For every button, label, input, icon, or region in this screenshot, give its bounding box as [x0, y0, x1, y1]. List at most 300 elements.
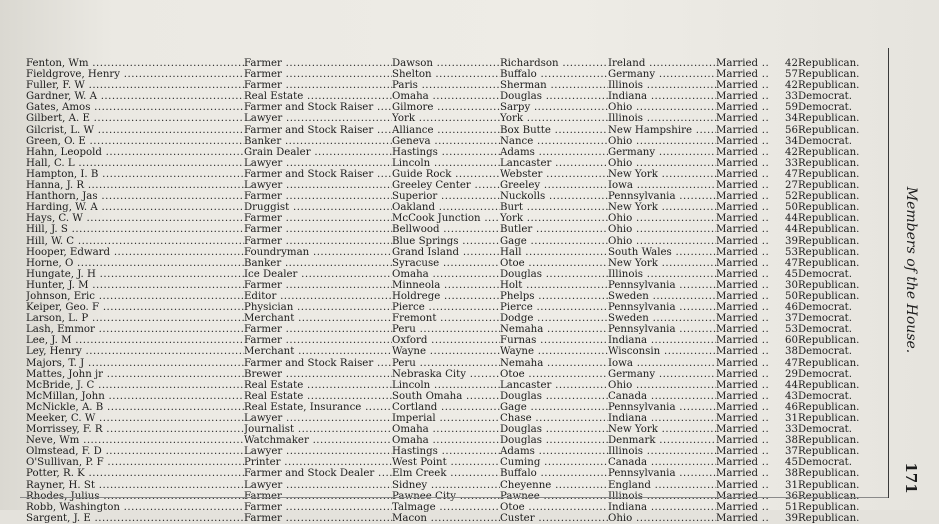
members-table	[26, 58, 888, 524]
table-row	[26, 435, 888, 446]
member-occupation: Farmer .....	[244, 502, 392, 513]
member-status: Married .....	[716, 69, 770, 80]
member-post-office: Lincoln .....	[392, 380, 500, 391]
member-post-office: Macon .....	[392, 513, 500, 524]
member-party: Republican.	[798, 224, 860, 236]
member-party: Democrat.	[798, 135, 852, 147]
member-status: Married .....	[716, 91, 770, 102]
member-post-office: York .....	[392, 113, 500, 124]
member-age: 38	[785, 435, 798, 447]
member-status: Married .....	[716, 302, 770, 313]
member-age: 47	[785, 257, 798, 269]
member-nativity: New York .....	[608, 424, 716, 435]
member-age: 51	[785, 501, 798, 513]
member-occupation: Lawyer .....	[244, 113, 392, 124]
member-county: Greeley .....	[500, 180, 608, 191]
table-row	[26, 369, 888, 380]
member-post-office: Oakland .....	[392, 202, 500, 213]
member-post-office: Holdrege .....	[392, 291, 500, 302]
member-county: Gage .....	[500, 402, 608, 413]
member-occupation: Farmer .....	[244, 324, 392, 335]
member-county: Phelps .....	[500, 291, 608, 302]
member-age: 34	[785, 135, 798, 147]
member-status: Married .....	[716, 391, 770, 402]
table-row	[26, 80, 888, 91]
member-occupation: Farmer .....	[244, 80, 392, 91]
member-status: Married .....	[716, 313, 770, 324]
bottom-rule	[20, 497, 888, 498]
table-row	[26, 313, 888, 324]
table-row	[26, 424, 888, 435]
member-post-office: Lincoln .....	[392, 158, 500, 169]
member-nativity: Pennsylvania .....	[608, 280, 716, 291]
member-status: Married .....	[716, 191, 770, 202]
page-number: 171	[902, 462, 920, 494]
member-occupation: Real Estate .....	[244, 391, 392, 402]
member-county: Lancaster .....	[500, 380, 608, 391]
table-row	[26, 202, 888, 213]
member-status: Married .....	[716, 58, 770, 69]
member-county: York .....	[500, 213, 608, 224]
member-age: 53	[785, 324, 798, 336]
member-name: Gilbert, A. E .....	[26, 113, 244, 124]
member-age: 33	[785, 424, 798, 436]
member-nativity: Sweden .....	[608, 291, 716, 302]
member-occupation: Printer .....	[244, 457, 392, 468]
member-county: Butler .....	[500, 224, 608, 235]
member-status: Married .....	[716, 180, 770, 191]
member-name: Hunter, J. M .....	[26, 280, 244, 291]
member-name: Harding, W. A .....	[26, 202, 244, 213]
member-nativity: Illinois .....	[608, 446, 716, 457]
member-party: Democrat.	[798, 390, 852, 402]
member-post-office: Alliance .....	[392, 125, 500, 136]
member-post-office: Talmage .....	[392, 502, 500, 513]
member-party: Republican.	[798, 479, 860, 491]
member-nativity: Ohio .....	[608, 158, 716, 169]
member-nativity: Pennsylvania .....	[608, 402, 716, 413]
member-nativity: Sweden .....	[608, 313, 716, 324]
member-party: Republican.	[798, 435, 860, 447]
table-row	[26, 346, 888, 357]
member-age: 38	[785, 346, 798, 358]
member-nativity: Ohio .....	[608, 224, 716, 235]
member-occupation: Lawyer .....	[244, 180, 392, 191]
member-name: Johnson, Eric .....	[26, 291, 244, 302]
member-party: Democrat.	[798, 268, 852, 280]
member-status: Married .....	[716, 324, 770, 335]
member-name: Sargent, J. E .....	[26, 513, 244, 524]
member-name: Larson, L. P .....	[26, 313, 244, 324]
member-nativity: Pennsylvania .....	[608, 468, 716, 479]
member-occupation: Merchant .....	[244, 313, 392, 324]
member-county: Custer .....	[500, 513, 608, 524]
member-occupation: Farmer .....	[244, 513, 392, 524]
member-name: O'Sullivan, P. F .....	[26, 457, 244, 468]
member-occupation: Farmer and Stock Raiser .....	[244, 358, 392, 369]
member-post-office: Hastings .....	[392, 147, 500, 158]
member-nativity: Ohio .....	[608, 236, 716, 247]
member-name: Hill, J. S .....	[26, 224, 244, 235]
member-name: McNickle, A. B .....	[26, 402, 244, 413]
member-age: 52	[785, 191, 798, 203]
member-status: Married .....	[716, 236, 770, 247]
member-county: Lancaster .....	[500, 158, 608, 169]
table-row	[26, 358, 888, 369]
member-occupation: Ice Dealer .....	[244, 269, 392, 280]
member-county: Douglas .....	[500, 391, 608, 402]
member-name: Hall, C. L .....	[26, 158, 244, 169]
member-occupation: Farmer and Stock Raiser .....	[244, 102, 392, 113]
member-name: Meeker, C. W .....	[26, 413, 244, 424]
member-nativity: Germany .....	[608, 147, 716, 158]
member-occupation: Brewer .....	[244, 369, 392, 380]
member-status: Married .....	[716, 213, 770, 224]
member-county: Otoe .....	[500, 502, 608, 513]
member-name: Neve, Wm .....	[26, 435, 244, 446]
member-status: Married .....	[716, 202, 770, 213]
member-post-office: Peru .....	[392, 324, 500, 335]
member-nativity: Indiana .....	[608, 502, 716, 513]
member-county: Buffalo .....	[500, 69, 608, 80]
member-nativity: New Hampshire .....	[608, 125, 716, 136]
member-occupation: Real Estate .....	[244, 380, 392, 391]
member-age: 39	[785, 235, 798, 247]
member-age: 39	[785, 512, 798, 524]
member-name: Hays, C. W .....	[26, 213, 244, 224]
member-nativity: New York .....	[608, 202, 716, 213]
member-age: 42	[785, 146, 798, 158]
member-county: Wayne .....	[500, 346, 608, 357]
table-row	[26, 247, 888, 258]
member-party: Republican.	[798, 468, 860, 480]
member-age: 47	[785, 168, 798, 180]
member-status: Married .....	[716, 446, 770, 457]
member-county: Webster .....	[500, 169, 608, 180]
member-county: Adams .....	[500, 446, 608, 457]
member-status: Married .....	[716, 369, 770, 380]
member-county: Dodge .....	[500, 313, 608, 324]
member-name: Green, O. E .....	[26, 136, 244, 147]
member-status: Married .....	[716, 513, 770, 524]
member-age: 38	[785, 468, 798, 480]
member-nativity: Illinois .....	[608, 269, 716, 280]
table-row	[26, 191, 888, 202]
member-county: Cheyenne .....	[500, 480, 608, 491]
member-county: Nemaha .....	[500, 358, 608, 369]
member-name: Hanthorn, Jas .....	[26, 191, 244, 202]
table-row	[26, 136, 888, 147]
member-nativity: Indiana .....	[608, 413, 716, 424]
member-party: Republican.	[798, 357, 860, 369]
table-row	[26, 158, 888, 169]
member-occupation: Banker .....	[244, 258, 392, 269]
member-age: 42	[785, 80, 798, 92]
member-post-office: Gilmore .....	[392, 102, 500, 113]
member-nativity: Pennsylvania .....	[608, 324, 716, 335]
member-post-office: Omaha .....	[392, 269, 500, 280]
member-nativity: Ohio .....	[608, 213, 716, 224]
member-name: Lee, J. M .....	[26, 335, 244, 346]
member-post-office: West Point .....	[392, 457, 500, 468]
member-occupation: Farmer .....	[244, 280, 392, 291]
member-status: Married .....	[716, 457, 770, 468]
member-county: Nance .....	[500, 136, 608, 147]
table-row	[26, 502, 888, 513]
member-status: Married .....	[716, 247, 770, 258]
member-name: Hooper, Edward .....	[26, 247, 244, 258]
member-status: Married .....	[716, 147, 770, 158]
member-party: Republican.	[798, 335, 860, 347]
member-party: Republican.	[798, 80, 860, 92]
member-nativity: Ohio .....	[608, 136, 716, 147]
member-county: Chase .....	[500, 413, 608, 424]
member-name: Majors, T. J .....	[26, 358, 244, 369]
table-row	[26, 513, 888, 524]
member-post-office: Peru .....	[392, 358, 500, 369]
member-party: Republican.	[798, 446, 860, 458]
member-name: Ley, Henry .....	[26, 346, 244, 357]
member-nativity: Ohio .....	[608, 513, 716, 524]
member-name: Hahn, Leopold .....	[26, 147, 244, 158]
member-occupation: Farmer .....	[244, 213, 392, 224]
member-nativity: New York .....	[608, 169, 716, 180]
member-occupation: Lawyer .....	[244, 413, 392, 424]
member-status: Married .....	[716, 113, 770, 124]
member-county: Furnas .....	[500, 335, 608, 346]
member-age: 29	[785, 368, 798, 380]
member-age: 47	[785, 357, 798, 369]
table-row	[26, 380, 888, 391]
member-status: Married .....	[716, 413, 770, 424]
member-party: Republican.	[798, 124, 860, 136]
member-name: Gardner, W. A .....	[26, 91, 244, 102]
member-name: Mattes, John jr .....	[26, 369, 244, 380]
member-post-office: Geneva .....	[392, 136, 500, 147]
member-party: Democrat.	[798, 368, 852, 380]
member-post-office: Shelton .....	[392, 69, 500, 80]
member-nativity: Canada .....	[608, 391, 716, 402]
member-nativity: Illinois .....	[608, 80, 716, 91]
member-county: Douglas .....	[500, 91, 608, 102]
table-row	[26, 258, 888, 269]
member-post-office: Sidney .....	[392, 480, 500, 491]
member-age: 37	[785, 446, 798, 458]
members-table-body	[26, 58, 888, 524]
member-post-office: Superior .....	[392, 191, 500, 202]
running-head: Members of the House.	[903, 186, 919, 354]
member-party: Republican.	[798, 290, 860, 302]
member-status: Married .....	[716, 169, 770, 180]
member-nativity: Iowa .....	[608, 180, 716, 191]
member-party: Republican.	[798, 168, 860, 180]
member-nativity: Denmark .....	[608, 435, 716, 446]
member-party: Republican.	[798, 58, 860, 69]
member-name: Hungate, J. H .....	[26, 269, 244, 280]
member-post-office: Greeley Center .....	[392, 180, 500, 191]
member-post-office: Syracuse .....	[392, 258, 500, 269]
member-occupation: Farmer and Stock Raiser .....	[244, 125, 392, 136]
table-row	[26, 125, 888, 136]
table-row	[26, 413, 888, 424]
member-post-office: Bellwood .....	[392, 224, 500, 235]
member-name: Hanna, J. R .....	[26, 180, 244, 191]
member-nativity: Pennsylvania .....	[608, 302, 716, 313]
member-name: Gates, Amos .....	[26, 102, 244, 113]
member-county: Burt .....	[500, 202, 608, 213]
member-county: Hall .....	[500, 247, 608, 258]
member-nativity: Germany .....	[608, 369, 716, 380]
member-occupation: Grain Dealer .....	[244, 147, 392, 158]
member-status: Married .....	[716, 158, 770, 169]
table-row	[26, 58, 888, 69]
member-name: Fieldgrove, Henry .....	[26, 69, 244, 80]
member-age: 33	[785, 157, 798, 169]
table-row	[26, 69, 888, 80]
member-post-office: Blue Springs .....	[392, 236, 500, 247]
table-row	[26, 169, 888, 180]
member-party: Republican.	[798, 113, 860, 125]
member-age: 57	[785, 69, 798, 81]
member-nativity: Pennsylvania .....	[608, 191, 716, 202]
table-row	[26, 102, 888, 113]
member-county: Sherman .....	[500, 80, 608, 91]
member-status: Married .....	[716, 280, 770, 291]
member-age: 42	[785, 58, 798, 69]
member-occupation: Real Estate, Insurance .....	[244, 402, 392, 413]
member-county: Otoe .....	[500, 258, 608, 269]
member-age: 31	[785, 479, 798, 491]
member-age: 59	[785, 102, 798, 114]
vertical-rule	[888, 48, 889, 498]
member-nativity: Germany .....	[608, 69, 716, 80]
member-party: Republican.	[798, 512, 860, 524]
member-status: Married .....	[716, 346, 770, 357]
table-row	[26, 147, 888, 158]
member-age: 45	[785, 268, 798, 280]
table-row	[26, 335, 888, 346]
member-party: Republican.	[798, 379, 860, 391]
member-name: Gilcrist, L. W .....	[26, 125, 244, 136]
member-nativity: Ohio .....	[608, 380, 716, 391]
member-occupation: Farmer .....	[244, 191, 392, 202]
member-status: Married .....	[716, 402, 770, 413]
member-status: Married .....	[716, 136, 770, 147]
member-post-office: Cortland .....	[392, 402, 500, 413]
member-status: Married .....	[716, 335, 770, 346]
member-occupation: Farmer .....	[244, 224, 392, 235]
member-nativity: Indiana .....	[608, 91, 716, 102]
member-occupation: Farmer .....	[244, 335, 392, 346]
member-status: Married .....	[716, 358, 770, 369]
member-name: Potter, R. K .....	[26, 468, 244, 479]
member-party: Republican.	[798, 279, 860, 291]
member-status: Married .....	[716, 380, 770, 391]
member-post-office: Elm Creek .....	[392, 468, 500, 479]
member-county: Douglas .....	[500, 269, 608, 280]
member-nativity: Canada .....	[608, 457, 716, 468]
member-age: 33	[785, 91, 798, 103]
member-age: 30	[785, 279, 798, 291]
member-occupation: Banker .....	[244, 136, 392, 147]
member-party: Democrat.	[798, 91, 852, 103]
member-name: Keiper, Geo. F .....	[26, 302, 244, 313]
table-row	[26, 236, 888, 247]
member-occupation: Foundryman .....	[244, 247, 392, 258]
member-party: Democrat.	[798, 424, 852, 436]
member-nativity: Ohio .....	[608, 102, 716, 113]
member-occupation: Farmer and Stock Raiser .....	[244, 169, 392, 180]
member-post-office: Pierce .....	[392, 302, 500, 313]
member-age: 56	[785, 124, 798, 136]
member-party: Republican.	[798, 146, 860, 158]
member-name: Horne, O .....	[26, 258, 244, 269]
member-post-office: Omaha .....	[392, 91, 500, 102]
member-post-office: Grand Island .....	[392, 247, 500, 258]
table-row	[26, 213, 888, 224]
member-age: 37	[785, 313, 798, 325]
member-status: Married .....	[716, 291, 770, 302]
member-nativity: England .....	[608, 480, 716, 491]
table-row	[26, 280, 888, 291]
member-status: Married .....	[716, 125, 770, 136]
member-party: Republican.	[798, 202, 860, 214]
member-age: 60	[785, 335, 798, 347]
member-status: Married .....	[716, 424, 770, 435]
member-status: Married .....	[716, 258, 770, 269]
member-age: 46	[785, 302, 798, 314]
table-row	[26, 302, 888, 313]
member-county: York .....	[500, 113, 608, 124]
member-nativity: Ireland .....	[608, 58, 716, 69]
table-row	[26, 457, 888, 468]
member-age: 44	[785, 224, 798, 236]
member-county: Box Butte .....	[500, 125, 608, 136]
member-party: Republican.	[798, 191, 860, 203]
member-party: Republican.	[798, 157, 860, 169]
member-age: 44	[785, 379, 798, 391]
member-post-office: Paris .....	[392, 80, 500, 91]
member-county: Sarpy .....	[500, 102, 608, 113]
member-party: Democrat.	[798, 346, 852, 358]
member-age: 50	[785, 202, 798, 214]
member-name: Robb, Washington .....	[26, 502, 244, 513]
member-party: Republican.	[798, 501, 860, 513]
member-name: Hampton, I. B .....	[26, 169, 244, 180]
member-party: Republican.	[798, 213, 860, 225]
member-occupation: Farmer and Stock Dealer .....	[244, 468, 392, 479]
member-nativity: Wisconsin .....	[608, 346, 716, 357]
member-post-office: Dawson .....	[392, 58, 500, 69]
member-post-office: Fremont .....	[392, 313, 500, 324]
member-status: Married .....	[716, 468, 770, 479]
member-post-office: Omaha .....	[392, 435, 500, 446]
member-party: Republican.	[798, 235, 860, 247]
member-party: Democrat.	[798, 302, 852, 314]
member-age: 44	[785, 213, 798, 225]
member-name: Lash, Emmor .....	[26, 324, 244, 335]
member-county: Cuming .....	[500, 457, 608, 468]
member-occupation: Farmer .....	[244, 236, 392, 247]
member-age: 34	[785, 113, 798, 125]
member-party: Republican.	[798, 257, 860, 269]
table-row	[26, 402, 888, 413]
member-age: 31	[785, 413, 798, 424]
member-post-office: South Omaha .....	[392, 391, 500, 402]
member-county: Pierce .....	[500, 302, 608, 313]
table-row	[26, 291, 888, 302]
member-status: Married .....	[716, 80, 770, 91]
